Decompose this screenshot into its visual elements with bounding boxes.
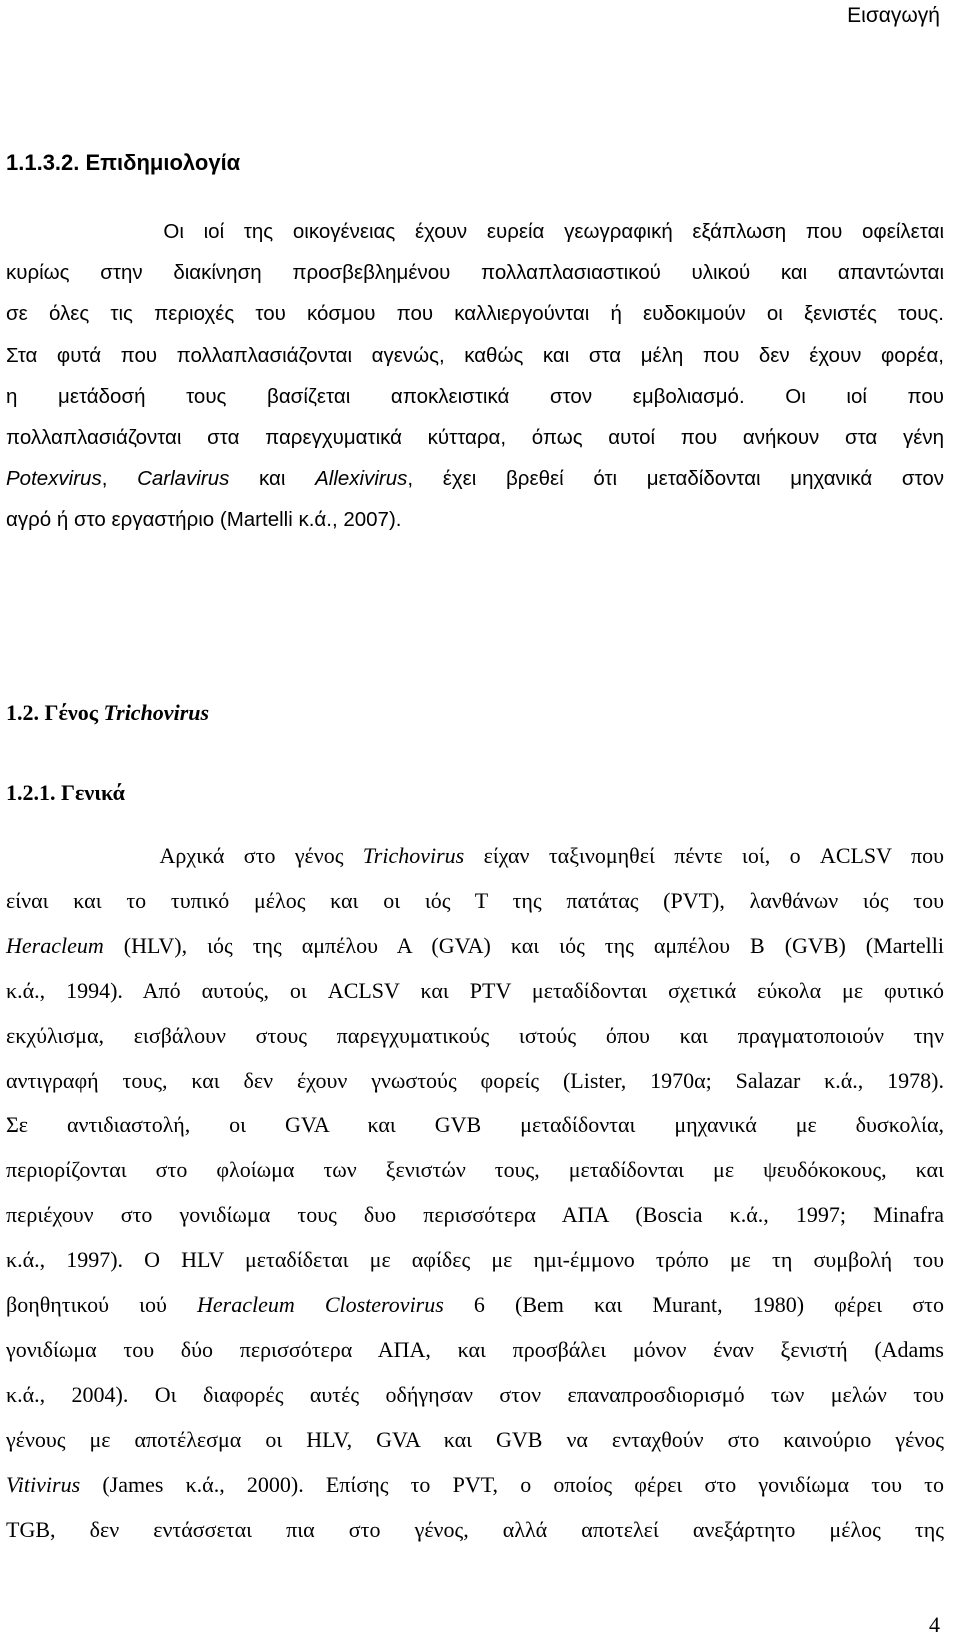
text-fragment: Αρχικά στο γένος [6, 843, 363, 868]
section-heading-epidemiology: 1.1.3.2. Επιδημιολογία [6, 150, 241, 175]
paragraph-epidemiology [6, 211, 944, 541]
text-line: εκχύλισμα, εισβάλουν στους παρεγχυματικούς ιστούς όπου και πραγματοποιούν την [6, 1022, 944, 1048]
text-fragment: βοηθητικού ιού [6, 1292, 197, 1318]
text-fragment: (James κ.ά., 2000). Επίσης το PVT, ο οποίος φέρει στο γονιδίωμα του το [80, 1471, 944, 1497]
text-line [6, 834, 944, 879]
text-fragment: , [101, 467, 138, 491]
text-line: κ.ά., 1994). Από αυτούς, οι ACLSV και PTV μεταδίδονται σχετικά εύκολα με φυτικό [6, 977, 944, 1003]
text-line [6, 458, 944, 499]
virus-name: Carlavirus [137, 467, 230, 491]
text-fragment: , έχει βρεθεί ότι μεταδίδονται μηχανικά στον [407, 467, 944, 491]
text-line: αγρό ή στο εργαστήριο (Martelli κ.ά., 2007). [6, 508, 402, 532]
text-line: κυρίως στην διακίνηση προσβεβλημένου πολλαπλασιαστικού υλικού και απαντώνται [6, 261, 944, 285]
text-line: Οι ιοί της οικογένειας έχουν ευρεία γεωγραφική εξάπλωση που οφείλεται [6, 220, 944, 243]
text-line: περιέχουν στο γονιδίωμα τους δυο περισσότερα ΑΠΑ (Boscia κ.ά., 1997; Minafra [6, 1202, 944, 1228]
text-line [6, 924, 944, 969]
genus-name: Trichovirus [103, 700, 210, 725]
heading-prefix: 1.2. Γένος [6, 700, 104, 725]
text-line: σε όλες τις περιοχές του κόσμου που καλλιεργούνται ή ευδοκιμούν οι ξενιστές τους. [6, 302, 944, 326]
text-line [6, 1283, 944, 1328]
text-fragment: (HLV), ιός της αμπέλου Α (GVA) και ιός της αμπέλου Β (GVB) (Martelli [103, 932, 944, 958]
genus-name: Vitivirus [6, 1471, 81, 1497]
text-line: αντιγραφή τους, και δεν έχουν γνωστούς φορείς (Lister, 1970α; Salazar κ.ά., 1978). [6, 1067, 944, 1093]
section-heading-general: 1.2.1. Γενικά [6, 780, 125, 805]
text-line: TGB, δεν εντάσσεται πια στο γένος, αλλά αποτελεί ανεξάρτητο μέλος της [6, 1516, 944, 1542]
paragraph-general [6, 834, 944, 1553]
text-fragment: είχαν ταξινομηθεί πέντε ιοί, ο ACLSV που [464, 843, 944, 868]
text-line: κ.ά., 2004). Οι διαφορές αυτές οδήγησαν στον επαναπροσδιορισμό των μελών του [6, 1381, 944, 1407]
text-line: Στα φυτά που πολλαπλασιάζονται αγενώς, καθώς και στα μέλη που δεν έχουν φορέα, [6, 343, 944, 367]
page-number: 4 [929, 1612, 940, 1637]
text-line: περιορίζονται στο φλοίωμα των ξενιστών τους, μεταδίδονται με ψευδόκοκους, και [6, 1157, 944, 1183]
text-line [6, 1463, 944, 1508]
text-fragment: και [229, 467, 316, 491]
genus-name: Heracleum [6, 932, 104, 958]
text-line: είναι και το τυπικό μέλος και οι ιός Τ της πατάτας (PVT), λανθάνων ιός του [6, 887, 944, 913]
section-heading-genus [6, 700, 209, 726]
running-header: Εισαγωγή [847, 4, 940, 27]
text-line: πολλαπλασιάζονται στα παρεγχυματικά κύτταρα, όπως αυτοί που ανήκουν στα γένη [6, 426, 944, 450]
virus-name: Potexvirus [6, 467, 102, 491]
text-line: Σε αντιδιαστολή, οι GVA και GVB μεταδίδονται μηχανικά με δυσκολία, [6, 1112, 944, 1138]
genus-name: Trichovirus [362, 843, 465, 868]
text-line: γονιδίωμα του δύο περισσότερα ΑΠΑ, και προσβάλει μόνον έναν ξενιστή (Adams [6, 1336, 944, 1362]
virus-name: Heracleum Closterovirus [197, 1292, 444, 1318]
text-fragment: 6 (Bem και Murant, 1980) φέρει στο [443, 1292, 945, 1318]
virus-name: Allexivirus [315, 467, 408, 491]
text-line: η μετάδοσή τους βασίζεται αποκλειστικά στον εμβολιασμό. Οι ιοί που [6, 384, 944, 408]
text-line: γένους με αποτέλεσμα οι HLV, GVA και GVB να ενταχθούν στο καινούριο γένος [6, 1426, 944, 1452]
text-line: κ.ά., 1997). Ο HLV μεταδίδεται με αφίδες με ημι-έμμονο τρόπο με τη συμβολή του [6, 1247, 944, 1273]
